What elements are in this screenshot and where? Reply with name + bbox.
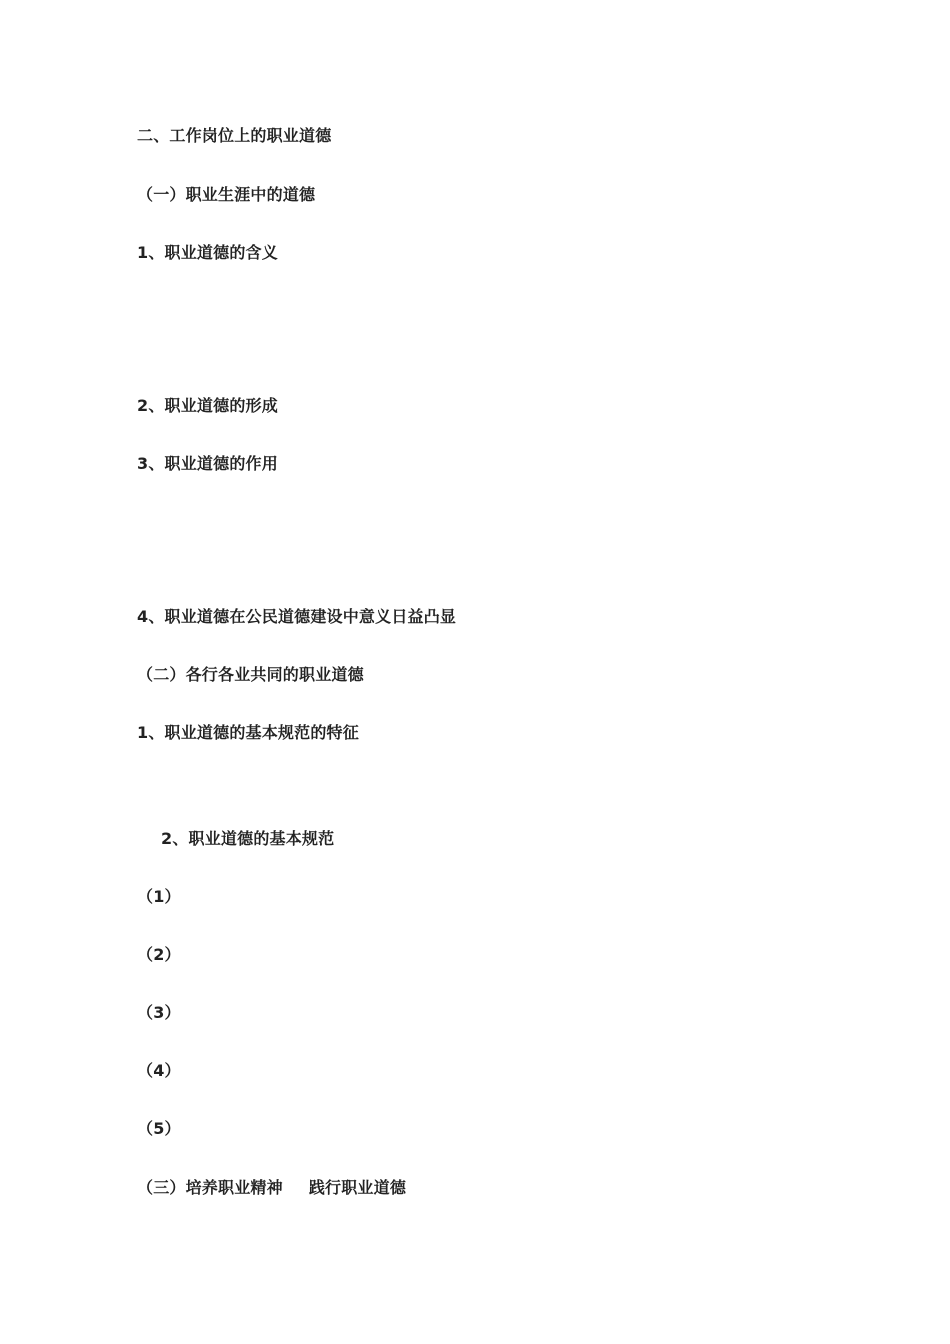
item-1-4: 4、职业道德在公民道德建设中意义日益凸显: [137, 607, 457, 626]
item-1-2: 2、职业道德的形成: [137, 396, 278, 415]
section-heading-2: （二）各行各业共同的职业道德: [137, 665, 364, 684]
item-2-2: 2、职业道德的基本规范: [161, 829, 335, 848]
section-heading-3: [137, 1177, 406, 1199]
section-heading-3-part-2: 践行职业道德: [308, 1178, 407, 1197]
item-2-1: 1、职业道德的基本规范的特征: [137, 723, 359, 742]
section-heading-1: （一）职业生涯中的道德: [137, 185, 316, 204]
item-1-3: 3、职业道德的作用: [137, 454, 278, 473]
item-1-1: 1、职业道德的含义: [137, 243, 278, 262]
sub-item-3: （3）: [137, 1003, 181, 1022]
sub-item-4: （4）: [137, 1061, 181, 1080]
section-heading-3-part-1: （三）培养职业精神: [137, 1178, 283, 1197]
sub-item-1: （1）: [137, 887, 181, 906]
sub-item-2: （2）: [137, 945, 181, 964]
sub-item-5: （5）: [137, 1119, 181, 1138]
chapter-heading: 二、工作岗位上的职业道德: [137, 126, 332, 145]
